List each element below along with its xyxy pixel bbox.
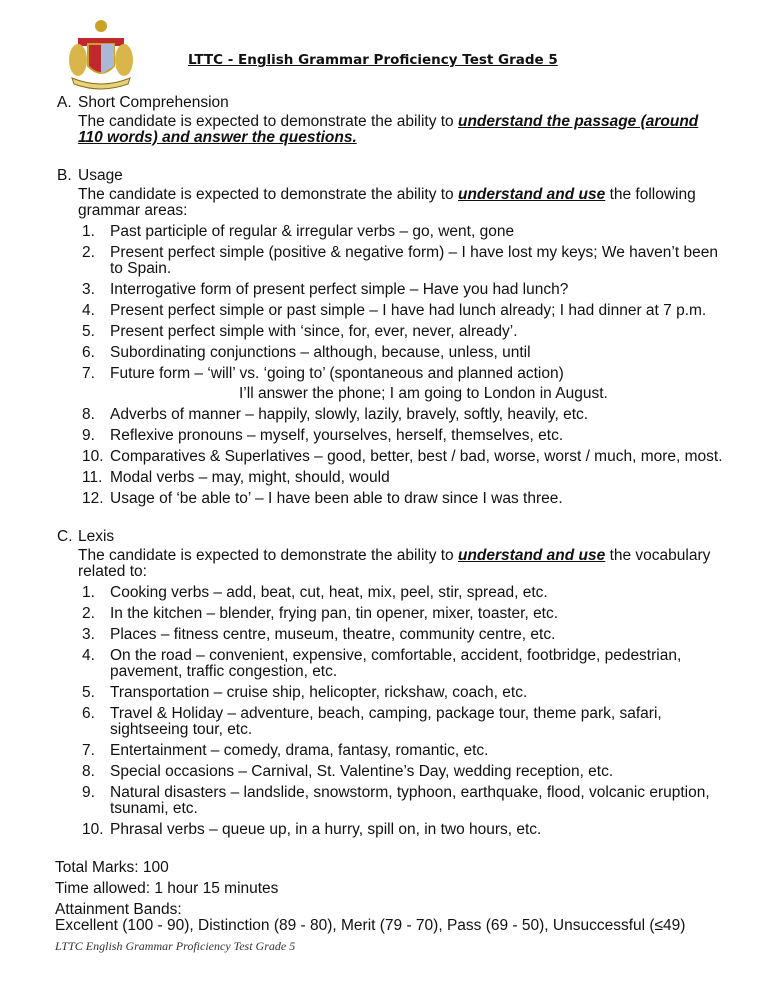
- list-item: [78, 822, 727, 838]
- item-number: 5.: [82, 323, 95, 340]
- item-text: Cooking verbs – add, beat, cut, heat, mix, peel, stir, spread, etc.: [110, 584, 548, 601]
- item-example: I’ll answer the phone; I am going to London in August.: [239, 385, 608, 402]
- list-item: [78, 627, 727, 643]
- item-text: Transportation – cruise ship, helicopter, rickshaw, coach, etc.: [110, 684, 528, 701]
- item-text: In the kitchen – blender, frying pan, tin opener, mixer, toaster, etc.: [110, 605, 559, 622]
- section-description: The candidate is expected to demonstrate the ability to understand and use the following grammar areas:: [78, 186, 696, 219]
- list-item: [78, 785, 727, 817]
- list-item: [78, 224, 727, 240]
- item-text: On the road – convenient, expensive, comfortable, accident, footbridge, pedestrian, pavement, traffic congestion, etc.: [110, 647, 682, 680]
- section-description: The candidate is expected to demonstrate the ability to understand and use the vocabulary related to:: [78, 547, 711, 580]
- item-number: 8.: [82, 763, 95, 780]
- item-number: 4.: [82, 647, 95, 664]
- item-number: 8.: [82, 406, 95, 423]
- item-text: Adverbs of manner – happily, slowly, lazily, bravely, softly, heavily, etc.: [110, 406, 589, 423]
- item-text: Phrasal verbs – queue up, in a hurry, spill on, in two hours, etc.: [110, 821, 542, 838]
- section-b: [57, 168, 727, 507]
- list-item: [78, 764, 727, 780]
- item-text: Present perfect simple with ‘since, for, ever, never, already’.: [110, 323, 518, 340]
- item-text: Modal verbs – may, might, should, would: [110, 469, 390, 486]
- page-footer: LTTC English Grammar Proficiency Test Grade 5: [55, 939, 296, 953]
- list-item: [78, 303, 727, 319]
- item-text: Special occasions – Carnival, St. Valentine’s Day, wedding reception, etc.: [110, 763, 614, 780]
- section-description: The candidate is expected to demonstrate the ability to understand the passage (around 110 words) and answer the questions.: [78, 113, 699, 146]
- item-text: Natural disasters – landslide, snowstorm, typhoon, earthquake, flood, volcanic eruption, tsunami, etc.: [110, 784, 710, 817]
- item-number: 2.: [82, 244, 95, 261]
- section-c: [57, 529, 727, 838]
- list-item: [78, 245, 727, 277]
- item-text: Subordinating conjunctions – although, because, unless, until: [110, 344, 531, 361]
- list-item: [78, 743, 727, 759]
- list-item: [78, 706, 727, 738]
- item-number: 12.: [82, 490, 104, 507]
- summary: [55, 860, 727, 934]
- list-item: [78, 491, 727, 507]
- section-letter: C.: [57, 528, 73, 545]
- item-text: Usage of ‘be able to’ – I have been able to draw since I was three.: [110, 490, 563, 507]
- item-text: Travel & Holiday – adventure, beach, camping, package tour, theme park, safari, sightseeing tour, etc.: [110, 705, 662, 738]
- crest-logo: [66, 18, 136, 93]
- time-allowed: Time allowed: 1 hour 15 minutes: [55, 880, 279, 897]
- list-item: [78, 585, 727, 601]
- list-item: [78, 282, 727, 298]
- item-text: Present perfect simple (positive & negative form) – I have lost my keys; We haven’t been to Spain.: [110, 244, 718, 277]
- item-number: 9.: [82, 427, 95, 444]
- item-text: Future form – ‘will’ vs. ‘going to’ (spontaneous and planned action): [110, 365, 564, 382]
- total-marks: Total Marks: 100: [55, 859, 169, 876]
- list-item: [78, 366, 727, 382]
- attainment-bands: Excellent (100 - 90), Distinction (89 - 80), Merit (79 - 70), Pass (69 - 50), Unsuccessful (≤49): [55, 917, 686, 934]
- list-item: [78, 449, 727, 465]
- item-text: Reflexive pronouns – myself, yourselves, herself, themselves, etc.: [110, 427, 564, 444]
- section-heading: Short Comprehension: [78, 94, 229, 111]
- section-heading: Usage: [78, 167, 123, 184]
- list-item: [78, 428, 727, 444]
- item-number: 2.: [82, 605, 95, 622]
- item-number: 10.: [82, 448, 104, 465]
- item-text: Present perfect simple or past simple – I have had lunch already; I had dinner at 7 p.m.: [110, 302, 707, 319]
- list-item: [78, 606, 727, 622]
- page-title: LTTC - English Grammar Proficiency Test Grade 5: [188, 52, 558, 68]
- vocabulary-list: [78, 585, 727, 838]
- item-number: 6.: [82, 344, 95, 361]
- item-number: 3.: [82, 626, 95, 643]
- section-a: [57, 95, 727, 146]
- item-text: Entertainment – comedy, drama, fantasy, romantic, etc.: [110, 742, 489, 759]
- item-number: 9.: [82, 784, 95, 801]
- list-item: [78, 470, 727, 486]
- grammar-list: [78, 224, 727, 507]
- item-number: 11.: [82, 469, 103, 486]
- item-number: 1.: [82, 584, 95, 601]
- list-item: [78, 324, 727, 340]
- list-item: [78, 685, 727, 701]
- item-text: Comparatives & Superlatives – good, better, best / bad, worse, worst / much, more, most.: [110, 448, 723, 465]
- list-item: [78, 345, 727, 361]
- section-letter: B.: [57, 167, 72, 184]
- item-number: 4.: [82, 302, 95, 319]
- item-number: 3.: [82, 281, 95, 298]
- item-number: 7.: [82, 365, 95, 382]
- list-item: [78, 407, 727, 423]
- item-number: 6.: [82, 705, 95, 722]
- item-number: 1.: [82, 223, 95, 240]
- section-letter: A.: [57, 94, 72, 111]
- item-number: 7.: [82, 742, 95, 759]
- item-text: Places – fitness centre, museum, theatre, community centre, etc.: [110, 626, 556, 643]
- item-number: 5.: [82, 684, 95, 701]
- item-number: 10.: [82, 821, 104, 838]
- list-item: [78, 648, 727, 680]
- item-text: Past participle of regular & irregular verbs – go, went, gone: [110, 223, 515, 240]
- section-heading: Lexis: [78, 528, 115, 545]
- item-text: Interrogative form of present perfect simple – Have you had lunch?: [110, 281, 569, 298]
- bands-label: Attainment Bands:: [55, 901, 182, 918]
